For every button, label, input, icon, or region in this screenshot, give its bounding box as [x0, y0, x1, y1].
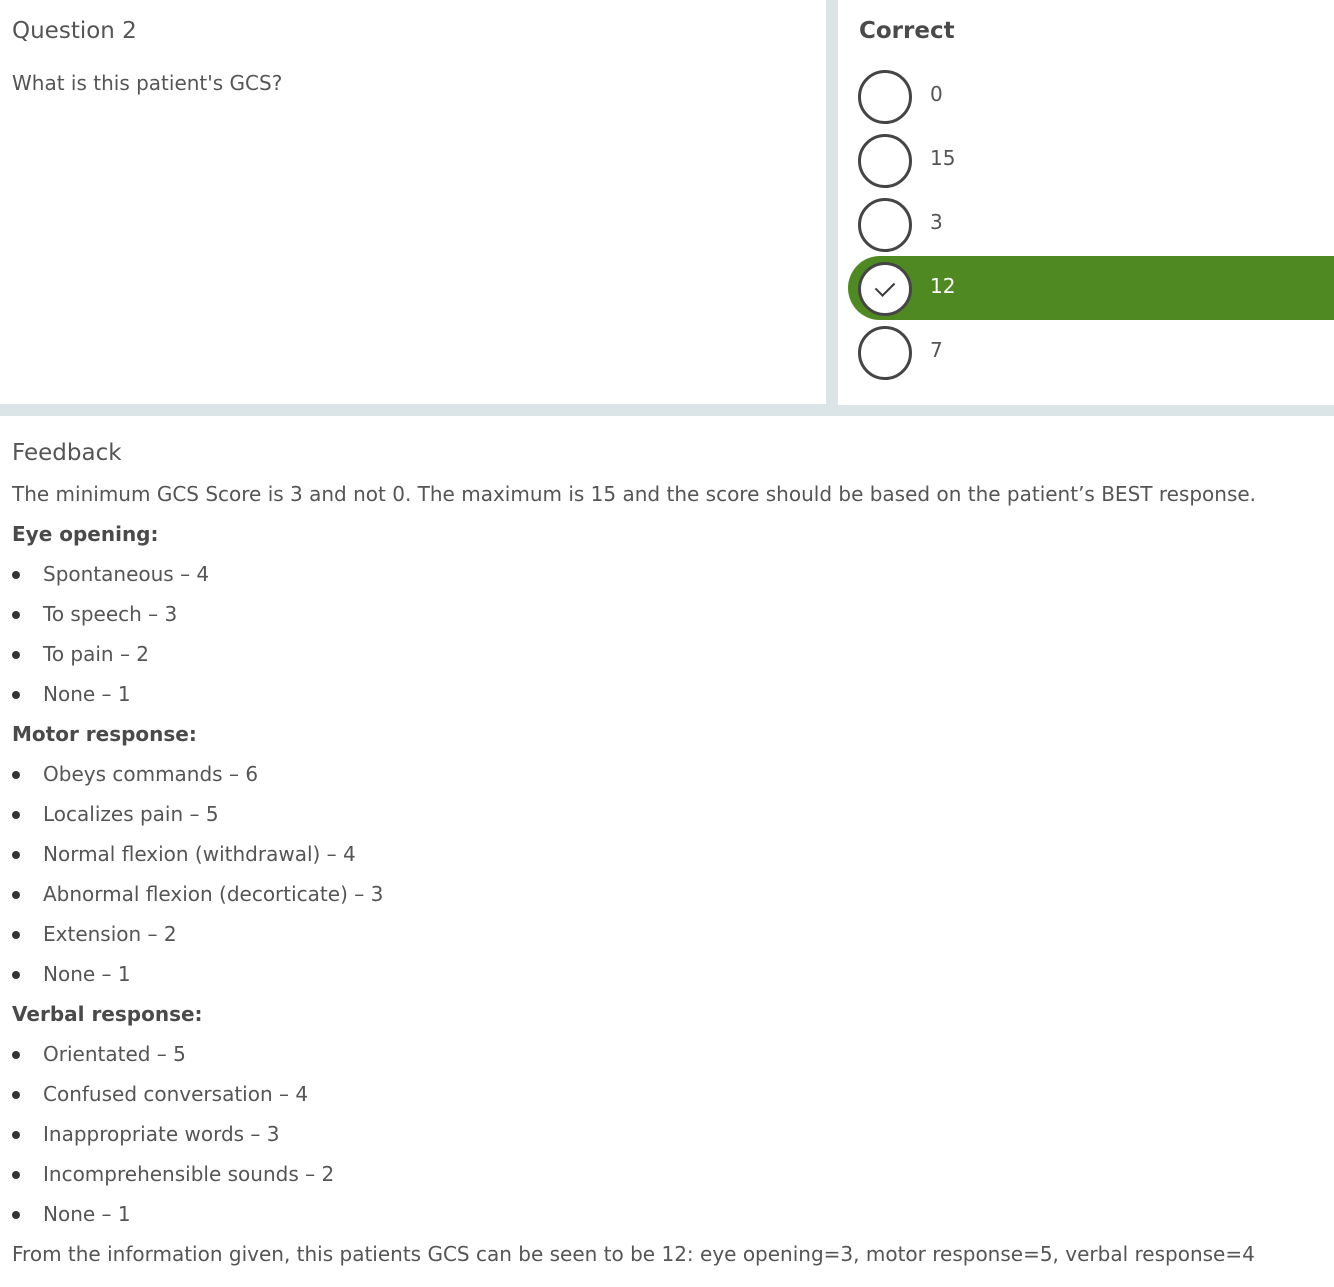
list-item: Localizes pain – 5 [12, 794, 1324, 834]
answer-option-3[interactable] [848, 256, 1334, 320]
answer-option-4[interactable] [848, 320, 1334, 384]
list-item: Normal flexion (withdrawal) – 4 [12, 834, 1324, 874]
answer-status: Correct [859, 18, 955, 44]
feedback-conclusion: From the information given, this patients GCS can be seen to be 12: eye opening=3, motor response=5, verbal response=4 [12, 1242, 1255, 1266]
motor-response-list [12, 754, 1324, 994]
list-item: Orientated – 5 [12, 1034, 1324, 1074]
question-panel [0, 0, 826, 404]
feedback-intro: The minimum GCS Score is 3 and not 0. The maximum is 15 and the score should be based on the patient’s BEST response. [12, 482, 1257, 506]
list-item: Abnormal flexion (decorticate) – 3 [12, 874, 1324, 914]
answer-option-0[interactable] [848, 64, 1334, 128]
option-label: 3 [930, 210, 943, 234]
feedback-title: Feedback [12, 440, 122, 466]
list-item: Extension – 2 [12, 914, 1324, 954]
list-item: Incomprehensible sounds – 2 [12, 1154, 1324, 1194]
radio-circle-checked[interactable] [858, 262, 912, 316]
answer-option-1[interactable] [848, 128, 1334, 192]
option-label: 15 [930, 146, 956, 170]
answer-panel [838, 0, 1334, 405]
radio-circle[interactable] [858, 198, 912, 252]
list-item: Obeys commands – 6 [12, 754, 1324, 794]
section-heading-verbal: Verbal response: [12, 1002, 203, 1026]
feedback-content [12, 474, 1324, 1274]
list-item: None – 1 [12, 954, 1324, 994]
answer-option-2[interactable] [848, 192, 1334, 256]
radio-circle[interactable] [858, 134, 912, 188]
section-heading-motor: Motor response: [12, 722, 197, 746]
question-text: What is this patient's GCS? [12, 71, 283, 95]
radio-circle[interactable] [858, 70, 912, 124]
question-title: Question 2 [12, 18, 137, 44]
option-label: 0 [930, 82, 943, 106]
list-item: Inappropriate words – 3 [12, 1114, 1324, 1154]
list-item: Confused conversation – 4 [12, 1074, 1324, 1114]
list-item: None – 1 [12, 674, 1324, 714]
list-item: None – 1 [12, 1194, 1324, 1234]
option-label: 12 [930, 274, 956, 298]
option-label: 7 [930, 338, 943, 362]
radio-circle[interactable] [858, 326, 912, 380]
list-item: To pain – 2 [12, 634, 1324, 674]
list-item: To speech – 3 [12, 594, 1324, 634]
feedback-panel [0, 416, 1334, 1287]
eye-opening-list [12, 554, 1324, 714]
section-heading-eye: Eye opening: [12, 522, 159, 546]
verbal-response-list [12, 1034, 1324, 1234]
checkmark-icon [875, 276, 896, 297]
list-item: Spontaneous – 4 [12, 554, 1324, 594]
